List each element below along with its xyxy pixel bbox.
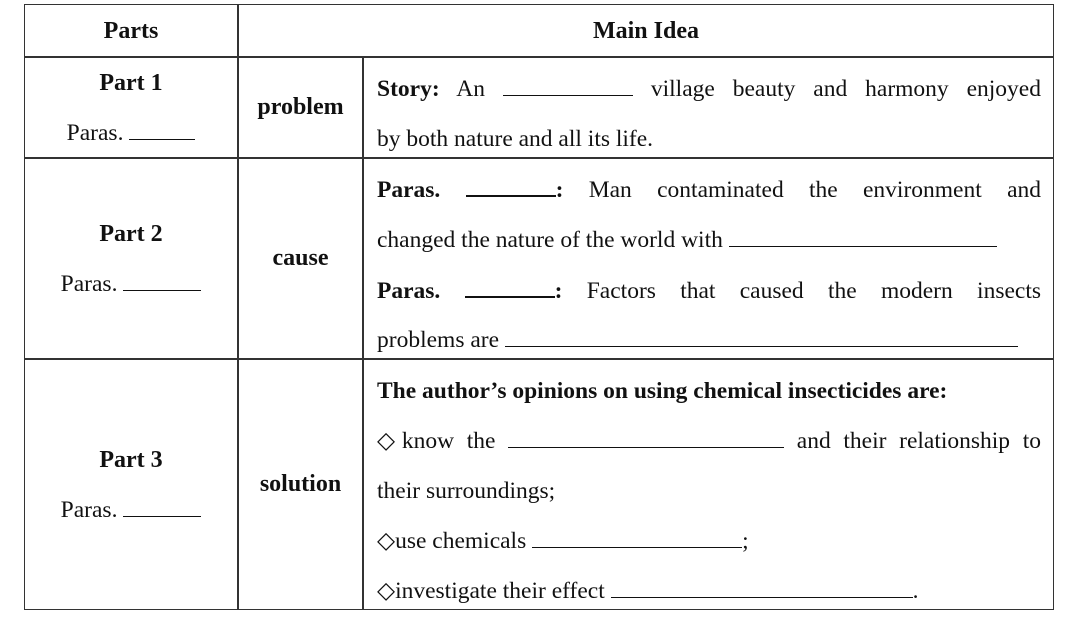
row-3-heading: The author’s opinions on using chemical insecticides are: [377, 378, 948, 404]
tag-solution: solution [259, 471, 342, 497]
diamond-bullet-icon: ◇ [377, 578, 396, 604]
diamond-bullet-icon: ◇ [377, 528, 396, 554]
row-2-line-1: Paras. : Man contaminated the environment and [377, 177, 1041, 203]
part-2-cell [25, 159, 237, 358]
row-2-line-3: Paras. : Factors that caused the modern insects [377, 278, 1042, 304]
part-2-title: Part 2 [99, 220, 163, 247]
part-1-cell [25, 58, 237, 157]
part-3-title: Part 3 [99, 446, 163, 473]
header-main-idea: Main Idea [592, 17, 699, 44]
row-3-bullet-2: ◇use chemicals ; [377, 528, 749, 554]
row-3-bullet-1: ◇know the and their relationship to [377, 428, 1042, 454]
row-1-line-2: by both nature and all its life. [377, 126, 654, 152]
main-idea-table [24, 4, 1054, 610]
part-3-cell [25, 360, 237, 609]
row-2-line-4: problems are [377, 315, 1041, 365]
part-3-paras: Paras. [61, 485, 202, 535]
tag-problem: problem [257, 94, 344, 120]
row-3-bullet-3: ◇investigate their effect . [377, 578, 919, 604]
part-2-paras: Paras. [61, 259, 202, 309]
row-1-line-1: Story: An village beauty and harmony enjoyed [377, 76, 1041, 102]
row-2-line-2: changed the nature of the world with [377, 215, 1041, 265]
part-1-paras: Paras. [67, 108, 196, 158]
header-parts: Parts [103, 17, 159, 44]
diamond-bullet-icon: ◇ [377, 428, 402, 454]
row-3-line-3: their surroundings; [377, 478, 556, 504]
tag-cause: cause [272, 245, 329, 271]
part-1-title: Part 1 [99, 69, 163, 96]
